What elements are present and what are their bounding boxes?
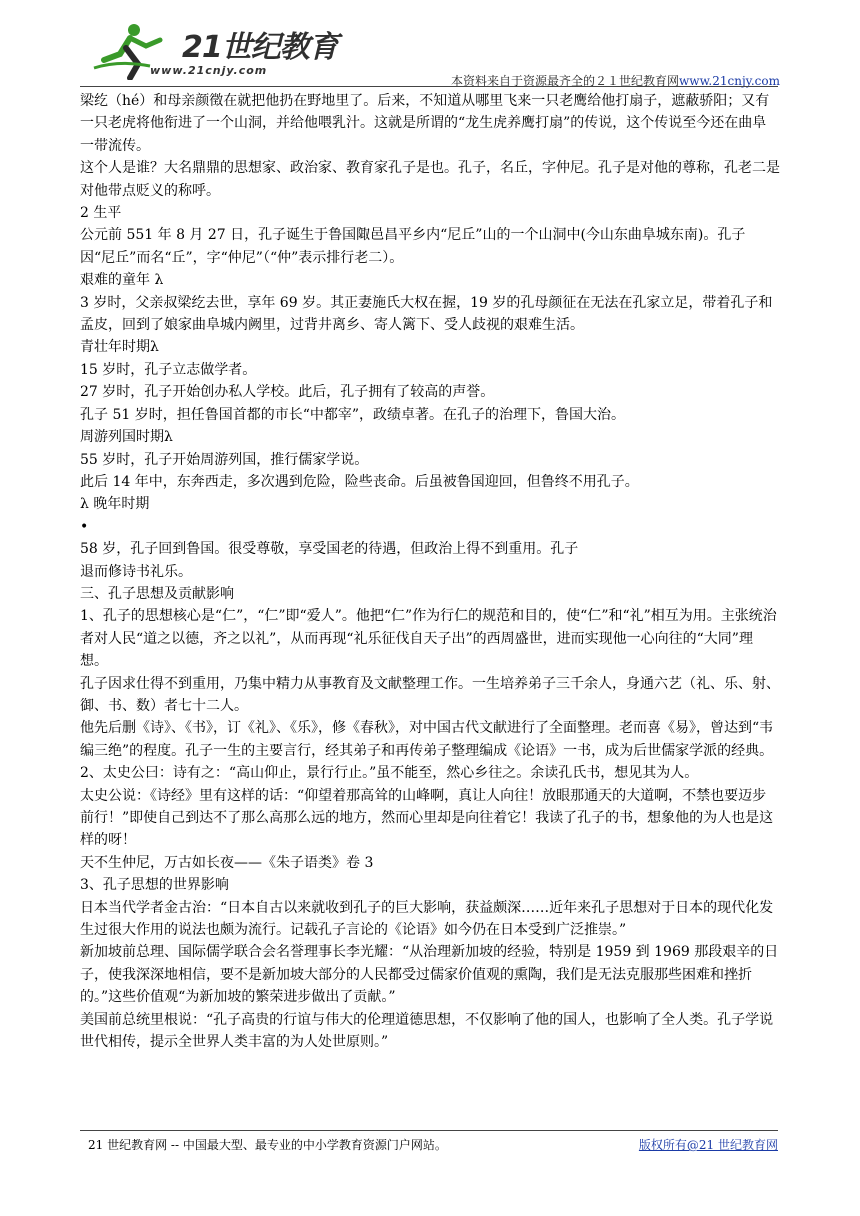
bullet: • <box>80 518 89 535</box>
subheading: 艰难的童年 λ <box>80 272 164 289</box>
paragraph: 1、孔子的思想核心是“仁”，“仁”即“爱人”。他把“仁”作为行仁的规范和目的，使“仁”和“礼”相互为用。主张统治者对人民“道之以德，齐之以礼”，从而再现“礼乐征伐自天子出”的西周盛世，进而实现他一心向往的“大同”理想。 <box>80 608 777 670</box>
section-heading: 2 生平 <box>80 205 122 222</box>
paragraph: 58 岁，孔子回到鲁国。很受尊敬，享受国老的待遇，但政治上得不到重用。孔子 <box>80 541 579 558</box>
paragraph: 新加坡前总理、国际儒学联合会名誉理事长李光耀：“从治理新加坡的经验，特别是 1959 到 1969 那段艰辛的日子，使我深深地相信，要不是新加坡大部分的人民都受过儒家价值观的熏陶，我们是无法克服那些困难和挫折的。”这些价值观“为新加坡的繁荣进步做出了贡献。” <box>80 944 779 1006</box>
footer-divider <box>80 1130 778 1131</box>
paragraph: 3 岁时，父亲叔梁纥去世，享年 69 岁。其正妻施氏大权在握，19 岁的孔母颜征在无法在孔家立足，带着孔子和孟皮，回到了娘家曲阜城内阙里，过背井离乡、寄人篱下、受人歧视的艰难生活。 <box>80 294 773 334</box>
document-body <box>80 90 780 1053</box>
header-note-text: 本资料来自于资源最齐全的２１世纪教育网 <box>451 74 680 88</box>
quote-line: 天不生仲尼，万古如长夜——《朱子语类》卷 3 <box>80 854 374 871</box>
logo-url: www.21cnjy.com <box>150 64 268 77</box>
paragraph: 孔子 51 岁时，担任鲁国首都的市长“中都宰”，政绩卓著。在孔子的治理下，鲁国大治。 <box>80 406 626 423</box>
paragraph: 15 岁时，孔子立志做学者。 <box>80 361 257 378</box>
paragraph: 梁纥（hé）和母亲颜徵在就把他扔在野地里了。后来，不知道从哪里飞来一只老鹰给他打扇子，遮蔽骄阳；又有一只老虎将他衔进了一个山洞，并给他喂乳汁。这就是所谓的“龙生虎养鹰打扇”的传说，这个传说至今还在曲阜一带流传。 <box>80 93 770 154</box>
subheading: 青壮年时期λ <box>80 339 159 356</box>
section-heading: 3、孔子思想的世界影响 <box>80 877 229 894</box>
page-footer <box>88 1136 778 1153</box>
paragraph: 公元前 551 年 8 月 27 日，孔子诞生于鲁国陬邑昌平乡内“尼丘”山的一个山洞中(今山东曲阜城东南)。孔子因“尼丘”而名“丘”，字“仲尼”（“仲”表示排行老二）。 <box>80 227 746 266</box>
paragraph: 美国前总统里根说：“孔子高贵的行谊与伟大的伦理道德思想，不仅影响了他的国人，也影响了全人类。孔子学说世代相传，提示全世界人类丰富的为人处世原则。” <box>80 1011 774 1051</box>
paragraph: 27 岁时，孔子开始创办私人学校。此后，孔子拥有了较高的声誉。 <box>80 384 495 401</box>
paragraph: 2、太史公曰：诗有之：“高山仰止，景行行止。”虽不能至，然心乡往之。余读孔氏书，想见其为人。 <box>80 765 699 782</box>
paragraph: 日本当代学者金古治：“日本自古以来就收到孔子的巨大影响，获益颇深……近年来孔子思想对于日本的现代化发生过很大作用的说法也颇为流行。记载孔子言论的《论语》如今仍在日本受到广泛推崇。” <box>80 899 774 939</box>
paragraph: 孔子因求仕得不到重用，乃集中精力从事教育及文献整理工作。一生培养弟子三千余人，身通六艺（礼、乐、射、御、书、数）者七十二人。 <box>80 675 780 714</box>
header-divider <box>80 86 778 87</box>
logo-wordmark: 21世纪教育 <box>182 30 338 65</box>
subheading: 周游列国时期λ <box>80 429 173 446</box>
paragraph: 太史公说：《诗经》里有这样的话：“仰望着那高耸的山峰啊，真让人向往！放眼那通天的大道啊，不禁也要迈步前行！”即使自己到达不了那么高那么远的地方，然而心里却是向往着它！我读了孔子的书，想象他的为人也是这样的呀！ <box>80 787 774 849</box>
paragraph: 他先后删《诗》、《书》，订《礼》、《乐》，修《春秋》，对中国古代文献进行了全面整理。老而喜《易》，曾达到“韦编三绝”的程度。孔子一生的主要言行，经其弟子和再传弟子整理编成《论语》一书，成为后世儒家学派的经典。 <box>80 720 774 759</box>
paragraph: 退而修诗书礼乐。 <box>80 563 192 580</box>
copyright-link[interactable]: 版权所有@21 世纪教育网 <box>638 1138 778 1152</box>
subheading: λ 晚年时期 <box>80 496 150 513</box>
site-logo <box>90 20 350 82</box>
paragraph: 这个人是谁？大名鼎鼎的思想家、政治家、教育家孔子是也。孔子，名丘，字仲尼。孔子是对他的尊称，孔老二是对他带点贬义的称呼。 <box>80 160 780 199</box>
section-heading: 三、孔子思想及贡献影响 <box>80 585 234 602</box>
paragraph: 55 岁时，孔子开始周游列国，推行儒家学说。 <box>80 451 369 468</box>
paragraph: 此后 14 年中，东奔西走，多次遇到危险，险些丧命。后虽被鲁国迎回，但鲁终不用孔子。 <box>80 473 639 490</box>
header-link[interactable]: www.21cnjy.com <box>679 74 780 88</box>
page-header <box>80 14 780 86</box>
footer-text: 21 世纪教育网 -- 中国最大型、最专业的中小学教育资源门户网站。 <box>88 1138 447 1152</box>
